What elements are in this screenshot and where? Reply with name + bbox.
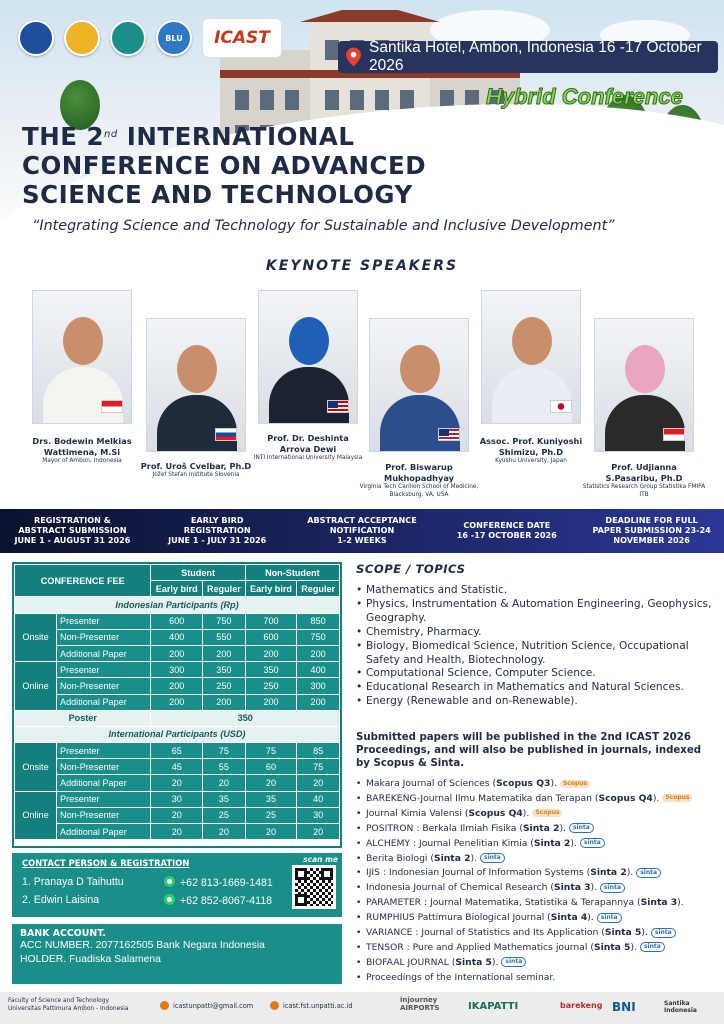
footer-website[interactable]: icast.fst.unpatti.ac.id	[270, 1001, 353, 1010]
speaker-photo	[481, 290, 581, 424]
fee-cell: 350	[203, 662, 246, 678]
bank-account-box	[12, 924, 342, 984]
reguler-header: Reguler	[203, 581, 246, 597]
usa-flag-icon	[438, 428, 460, 441]
fee-cell: 20	[151, 824, 203, 840]
bank-account-number: ACC NUMBER. 2077162505 Bank Negara Indonesia	[20, 940, 265, 951]
student-header: Student	[151, 565, 245, 581]
fee-cell: 85	[297, 743, 340, 759]
unpatti-logo	[64, 20, 100, 56]
sinta-badge-icon: sinta	[636, 868, 661, 878]
fee-cell: 30	[297, 807, 340, 823]
speaker-affiliation: Kyushu University, Japan	[495, 458, 567, 464]
speaker-name: Assoc. Prof. Kuniyoshi Shimizu, Ph.D	[479, 436, 583, 457]
fee-cell: 45	[151, 759, 203, 775]
sinta-badge-icon: sinta	[480, 853, 505, 863]
scope-title: SCOPE / TOPICS	[356, 562, 466, 576]
conference-title: THE 2nd INTERNATIONAL CONFERENCE ON ADVANCED SCIENCE AND TECHNOLOGY	[22, 122, 427, 209]
fee-cell: 250	[245, 678, 297, 694]
speaker-name: Drs. Bodewin Melkias Wattimena, M.Si	[32, 436, 132, 457]
additional-paper-label: Additional Paper	[57, 645, 151, 661]
contact-box	[12, 853, 342, 917]
fee-header: CONFERENCE FEE	[15, 565, 151, 597]
fee-cell: 35	[245, 791, 297, 807]
important-dates-band	[0, 509, 724, 553]
fee-cell: 75	[245, 743, 297, 759]
journal-item: • IJIS : Indonesian Journal of Information Systems (Sinta 2). sinta	[356, 866, 721, 881]
whatsapp-icon	[164, 876, 175, 887]
non-presenter-label: Non-Presenter	[57, 629, 151, 645]
journal-item: • BIOFAAL JOURNAL (Sinta 5). sinta	[356, 956, 721, 971]
japan-flag-icon	[550, 400, 572, 413]
fee-cell: 20	[203, 824, 246, 840]
qr-code-icon[interactable]	[292, 865, 336, 909]
scopus-badge-icon: Scopus	[532, 809, 562, 817]
journal-item: • Proceedings of the International seminar.	[356, 971, 721, 986]
fee-cell: 600	[151, 613, 203, 629]
additional-paper-label: Additional Paper	[57, 694, 151, 710]
ministry-logo	[18, 20, 54, 56]
list-item: • Physics, Instrumentation & Automation Engineering, Geophysics, Geography.	[356, 598, 716, 626]
fee-cell: 750	[203, 613, 246, 629]
additional-paper-label: Additional Paper	[57, 775, 151, 791]
email-icon	[160, 1001, 169, 1010]
fee-cell: 250	[203, 678, 246, 694]
fee-cell: 750	[297, 629, 340, 645]
date-full-paper-deadline: DEADLINE FOR FULL PAPER SUBMISSION 23-24 NOVEMBER 2026	[592, 515, 711, 545]
presenter-label: Presenter	[57, 743, 151, 759]
sinta-badge-icon: sinta	[600, 883, 625, 893]
speaker-name: Prof. Biswarup Mukhopadhyay	[384, 462, 454, 483]
journal-item: • PARAMETER : Journal Matematika, Statistika & Terapannya (Sinta 3).	[356, 896, 721, 911]
speaker-affiliation: Statistics Research Group Statistika FMIPA ITB	[582, 484, 706, 498]
indonesian-section: Indonesian Participants (Rp)	[15, 597, 340, 613]
journal-item: • ALCHEMY : Journal Penelitian Kimia (Sinta 2). sinta	[356, 837, 721, 852]
fee-cell: 200	[203, 645, 246, 661]
sinta-badge-icon: sinta	[597, 913, 622, 923]
speaker-photo	[258, 290, 358, 424]
fee-cell: 200	[151, 645, 203, 661]
journal-list	[356, 777, 721, 986]
fee-cell: 65	[151, 743, 203, 759]
fee-cell: 55	[203, 759, 246, 775]
non-presenter-label: Non-Presenter	[57, 807, 151, 823]
sinta-badge-icon: sinta	[640, 942, 665, 952]
fee-cell: 20	[245, 775, 297, 791]
faculty-logo	[110, 20, 146, 56]
list-item: • Energy (Renewable and on-Renewable).	[356, 695, 716, 709]
fee-cell: 200	[245, 645, 297, 661]
scope-section	[356, 562, 716, 709]
icast-logo: ICAST	[202, 18, 282, 58]
publication-note: Submitted papers will be published in the 2nd ICAST 2026 Proceedings, and will also be published in journals, indexed by Scopus & Sinta.	[356, 732, 702, 769]
speaker-photo	[32, 290, 132, 424]
date-conference: CONFERENCE DATE 16 -17 OCTOBER 2026	[456, 520, 557, 540]
fee-cell: 300	[297, 678, 340, 694]
presenter-label: Presenter	[57, 662, 151, 678]
fee-cell: 300	[151, 662, 203, 678]
list-item: • Chemistry, Pharmacy.	[356, 626, 716, 640]
fee-cell: 200	[151, 678, 203, 694]
sinta-badge-icon: sinta	[501, 957, 526, 967]
speaker-affiliation: INTI International University Malaysia	[253, 455, 363, 461]
additional-paper-label: Additional Paper	[57, 824, 151, 840]
bank-account-holder: HOLDER. Fuadiska Salamena	[20, 954, 161, 965]
fee-cell: 200	[151, 694, 203, 710]
indonesia-flag-icon	[663, 428, 685, 441]
bni-logo: BNI	[612, 1000, 636, 1014]
partner-logos	[18, 18, 282, 58]
fee-cell: 400	[151, 629, 203, 645]
fee-cell: 700	[245, 613, 297, 629]
topics-list	[356, 584, 716, 709]
venue-banner	[338, 41, 718, 73]
journal-item: • Berita Biologi (Sinta 2). sinta	[356, 852, 721, 867]
poster-label: Poster	[15, 710, 151, 726]
scan-me-label: scan me	[303, 855, 338, 864]
fee-cell: 200	[203, 694, 246, 710]
non-presenter-label: Non-Presenter	[57, 678, 151, 694]
online-label: Online	[15, 791, 57, 840]
barekeng-logo: barekeng	[560, 1001, 603, 1010]
contact-name: 2. Edwin Laisina	[22, 894, 100, 906]
fee-cell: 20	[203, 775, 246, 791]
early-bird-header: Early bird	[151, 581, 203, 597]
date-early-bird: EARLY BIRD REGISTRATION JUNE 1 - JULY 31 2026	[168, 515, 267, 545]
bank-title: BANK ACCOUNT.	[20, 928, 106, 939]
venue-text: Santika Hotel, Ambon, Indonesia 16 -17 October 2026	[369, 39, 702, 74]
speaker-name: Prof. Dr. Deshinta Arrova Dewi	[267, 433, 349, 454]
date-abstract-notification: ABSTRACT ACCEPTANCE NOTIFICATION 1-2 WEEKS	[307, 515, 417, 545]
globe-icon	[270, 1001, 279, 1010]
injourney-logo: injourney AIRPORTS	[400, 996, 440, 1012]
blu-logo: BLU	[156, 20, 192, 56]
location-pin-icon	[346, 47, 361, 67]
non-presenter-label: Non-Presenter	[57, 759, 151, 775]
sinta-badge-icon: sinta	[569, 823, 594, 833]
conference-fee-table	[12, 562, 342, 848]
scopus-badge-icon: Scopus	[560, 780, 590, 788]
journal-item: • Journal Kimia Valensi (Scopus Q4). Scopus	[356, 807, 721, 822]
contact-phone[interactable]: +62 813-1669-1481	[164, 876, 273, 889]
fee-cell: 550	[203, 629, 246, 645]
contact-phone[interactable]: +62 852-8067-4118	[164, 894, 272, 907]
conference-tagline: “Integrating Science and Technology for Sustainable and Inclusive Development”	[32, 218, 615, 234]
journal-item: • RUMPHIUS Pattimura Biological Journal (Sinta 4). sinta	[356, 911, 721, 926]
hybrid-conference-label: Hybrid Conference	[486, 84, 683, 109]
footer-email[interactable]: icastunpatti@gmail.com	[160, 1001, 253, 1010]
fee-cell: 850	[297, 613, 340, 629]
fee-cell: 20	[297, 775, 340, 791]
santika-logo: Santika Indonesia	[664, 1000, 697, 1014]
speaker-photo	[369, 318, 469, 452]
speaker-affiliation: Mayor of Ambon, Indonesia	[42, 458, 122, 464]
speaker-affiliation: Virginia Tech Carilion School of Medicine, Blacksburg, VA, USA	[359, 484, 479, 498]
international-section: International Participants (USD)	[15, 726, 340, 742]
date-registration: REGISTRATION & ABSTRACT SUBMISSION JUNE 1 - AUGUST 31 2026	[14, 515, 131, 545]
footer	[0, 992, 724, 1024]
fee-cell: 40	[297, 791, 340, 807]
fee-cell: 20	[151, 775, 203, 791]
fee-cell: 200	[297, 694, 340, 710]
scopus-badge-icon: Scopus	[662, 794, 692, 802]
keynote-heading: KEYNOTE SPEAKERS	[265, 258, 459, 274]
online-label: Online	[15, 662, 57, 711]
journal-item: • VARIANCE : Journal of Statistics and Its Application (Sinta 5). sinta	[356, 926, 721, 941]
sinta-badge-icon: sinta	[580, 838, 605, 848]
early-bird-header: Early bird	[245, 581, 297, 597]
whatsapp-icon	[164, 894, 175, 905]
fee-cell: 400	[297, 662, 340, 678]
faculty-name: Faculty of Science and Technology Universitas Pattimura Ambon - Indonesia	[8, 998, 129, 1012]
journal-item: • TENSOR : Pure and Applied Mathematics journal (Sinta 5). sinta	[356, 941, 721, 956]
onsite-label: Onsite	[15, 613, 57, 662]
sinta-badge-icon: sinta	[651, 928, 676, 938]
fee-cell: 200	[297, 645, 340, 661]
journal-item: • BAREKENG-Journal Ilmu Matematika dan Terapan (Scopus Q4). Scopus	[356, 792, 721, 807]
poster-value: 350	[151, 710, 340, 726]
fee-cell: 30	[151, 791, 203, 807]
fee-cell: 350	[245, 662, 297, 678]
slovenia-flag-icon	[215, 428, 237, 441]
journal-item: • POSITRON : Berkala Ilmiah Fisika (Sinta 2). sinta	[356, 822, 721, 837]
contact-title: CONTACT PERSON & REGISTRATION	[22, 858, 190, 868]
fee-cell: 25	[203, 807, 246, 823]
list-item: • Biology, Biomedical Science, Nutrition Science, Occupational Safety and Health, Biotechnology.	[356, 640, 716, 668]
reguler-header: Reguler	[297, 581, 340, 597]
fee-cell: 60	[245, 759, 297, 775]
fee-cell: 75	[203, 743, 246, 759]
fee-cell: 600	[245, 629, 297, 645]
speaker-photo	[594, 318, 694, 452]
list-item: • Educational Research in Mathematics and Natural Sciences.	[356, 681, 716, 695]
fee-cell: 25	[245, 807, 297, 823]
indonesia-flag-icon	[101, 400, 123, 413]
speaker-name: Prof. Uroš Cvelbar, Ph.D	[140, 461, 252, 471]
fee-cell: 200	[245, 694, 297, 710]
onsite-label: Onsite	[15, 743, 57, 792]
list-item: • Computational Science, Computer Science.	[356, 667, 716, 681]
fee-cell: 35	[203, 791, 246, 807]
journal-item: • Indonesia Journal of Chemical Research (Sinta 3). sinta	[356, 881, 721, 896]
presenter-label: Presenter	[57, 791, 151, 807]
journal-item: • Makara Journal of Sciences (Scopus Q3). Scopus	[356, 777, 721, 792]
malaysia-flag-icon	[327, 400, 349, 413]
list-item: • Mathematics and Statistic.	[356, 584, 716, 598]
ikapatti-logo: IKAPATTI	[468, 1001, 519, 1012]
fee-cell: 20	[151, 807, 203, 823]
speaker-photo	[146, 318, 246, 452]
presenter-label: Presenter	[57, 613, 151, 629]
contact-name: 1. Pranaya D Taihuttu	[22, 876, 124, 888]
fee-cell: 75	[297, 759, 340, 775]
non-student-header: Non-Student	[245, 565, 339, 581]
speaker-name: Prof. Udjianna S.Pasaribu, Ph.D	[605, 462, 683, 483]
speaker-affiliation: Jožef Stefan Institute Slovenia	[152, 472, 240, 478]
fee-cell: 20	[245, 824, 297, 840]
fee-cell: 20	[297, 824, 340, 840]
